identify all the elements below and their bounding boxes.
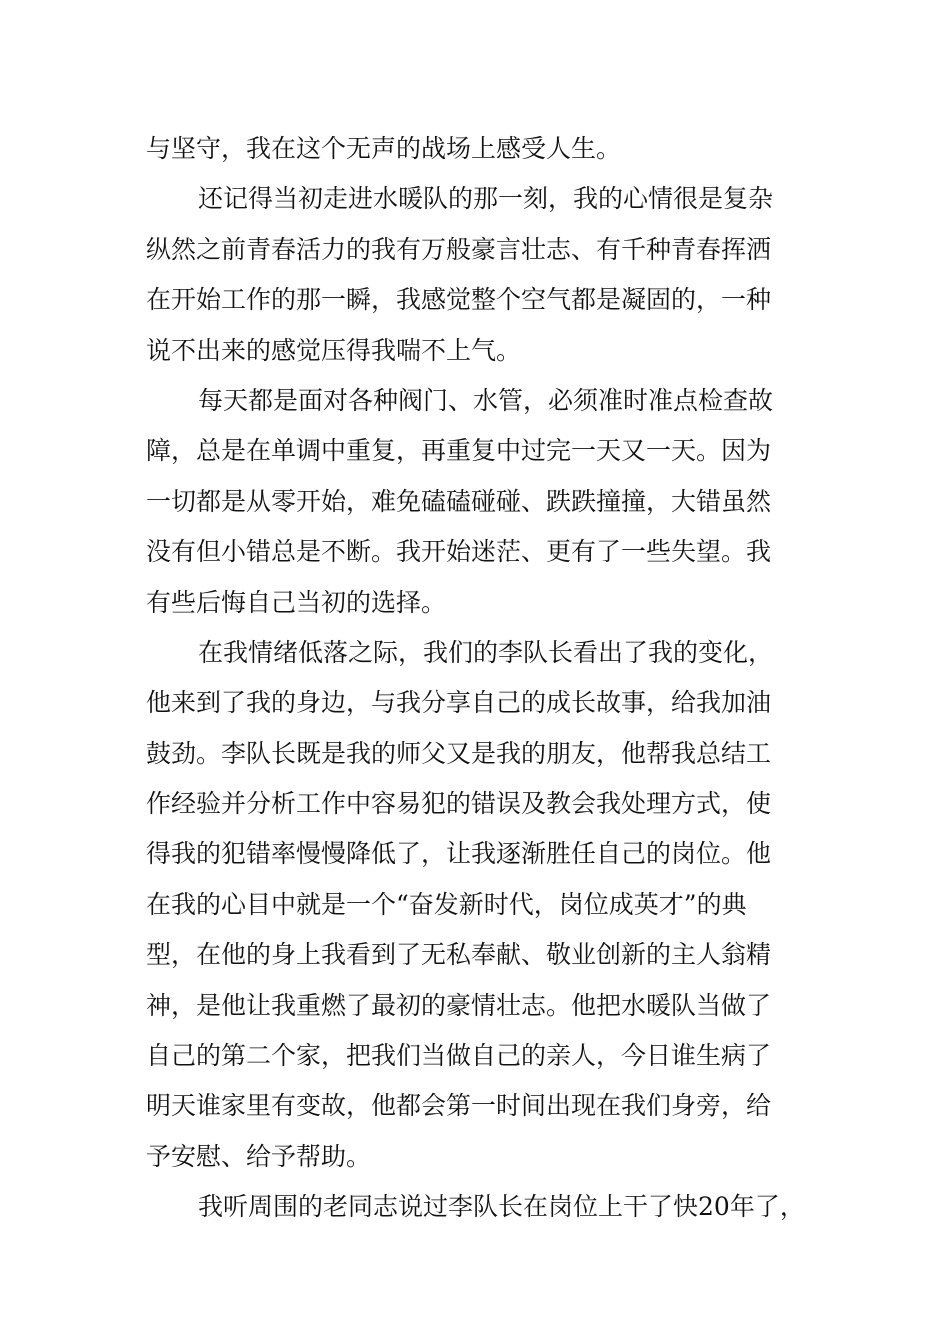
text-line: 我听周围的老同志说过李队长在岗位上干了快20年了，: [198, 1192, 805, 1222]
text-line: 还记得当初走进水暖队的那一刻，我的心情很是复杂: [198, 184, 774, 214]
text-line: 在我的心目中就是一个“奋发新时代，岗位成英才”的典: [146, 889, 747, 919]
text-line: 自己的第二个家，把我们当做自己的亲人，今日谁生病了: [146, 1041, 772, 1071]
text-line: 神，是他让我重燃了最初的豪情壮志。他把水暖队当做了: [146, 990, 772, 1020]
text-line: 在我情绪低落之际，我们的李队长看出了我的变化，: [198, 637, 774, 667]
text-line: 他来到了我的身边，与我分享自己的成长故事，给我加油: [146, 688, 772, 718]
text-line: 在开始工作的那一瞬，我感觉整个空气都是凝固的，一种: [146, 285, 772, 315]
text-line: 作经验并分析工作中容易犯的错误及教会我处理方式，使: [146, 789, 772, 819]
text-line: 障，总是在单调中重复，再重复中过完一天又一天。因为: [146, 436, 772, 466]
text-line: 得我的犯错率慢慢降低了，让我逐渐胜任自己的岗位。他: [146, 839, 772, 869]
text-line: 纵然之前青春活力的我有万般豪言壮志、有千种青春挥洒: [146, 234, 772, 264]
text-line: 型，在他的身上我看到了无私奉献、敬业创新的主人翁精: [146, 940, 772, 970]
text-line: 鼓劲。李队长既是我的师父又是我的朋友，他帮我总结工: [146, 738, 772, 768]
text-line: 每天都是面对各种阀门、水管，必须准时准点检查故: [198, 385, 774, 415]
text-line: 有些后悔自己当初的选择。: [146, 587, 447, 617]
text-line: 一切都是从零开始，难免磕磕碰碰、跌跌撞撞，大错虽然: [146, 486, 772, 516]
document-body: [146, 124, 810, 1233]
text-line: 说不出来的感觉压得我喘不上气。: [146, 335, 522, 365]
text-line: 没有但小错总是不断。我开始迷茫、更有了一些失望。我: [146, 537, 772, 567]
text-line: 予安慰、给予帮助。: [146, 1141, 372, 1171]
text-line: 明天谁家里有变故，他都会第一时间出现在我们身旁，给: [146, 1091, 772, 1121]
text-line: 与坚守，我在这个无声的战场上感受人生。: [146, 134, 622, 163]
